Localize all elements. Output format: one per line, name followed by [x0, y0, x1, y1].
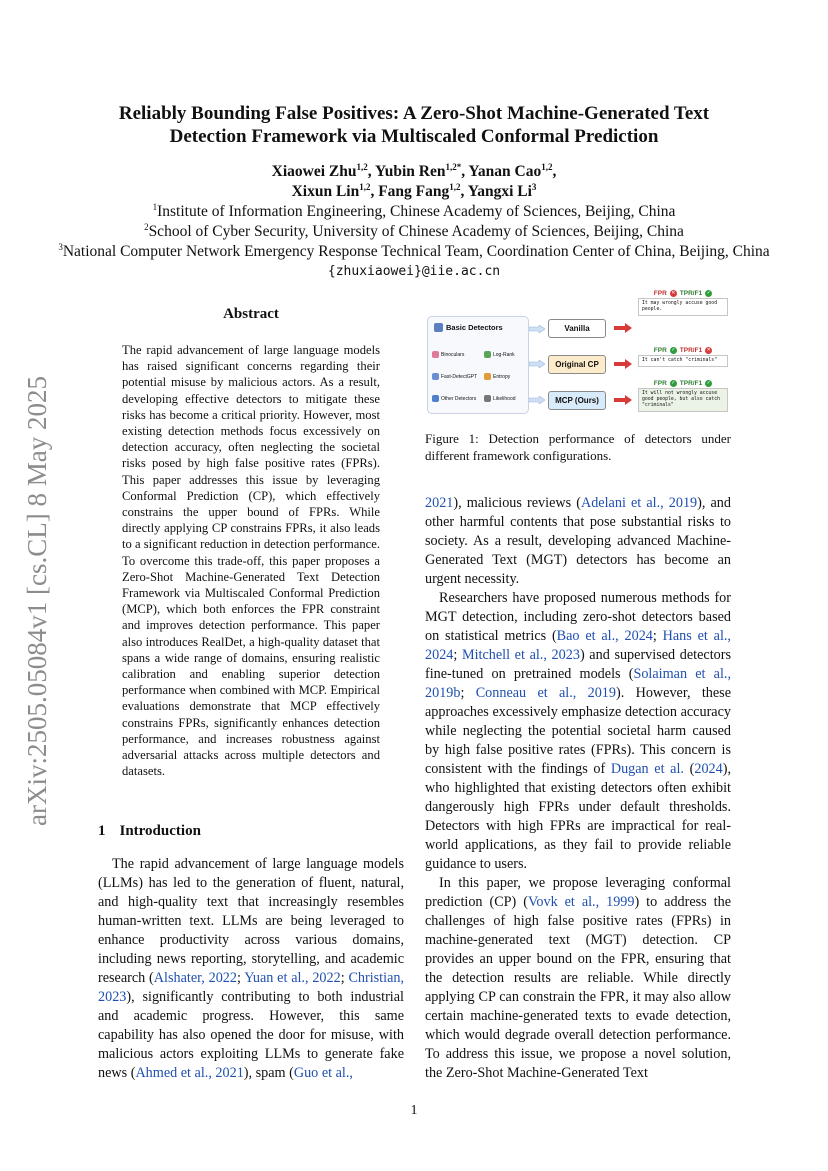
- detector-other: Other Detectors: [432, 395, 476, 402]
- metrics-vanilla: FPR ✕ TPR/F1 ✓: [653, 289, 711, 297]
- citation-link[interactable]: Yuan et al., 2022: [244, 970, 341, 986]
- result-vanilla: [638, 288, 728, 316]
- method-vanilla: Vanilla: [548, 319, 606, 338]
- citation-link[interactable]: Vovk et al., 1999: [527, 894, 635, 910]
- figure-1-caption: Figure 1: Detection performance of detectors under different framework configurations.: [425, 431, 731, 463]
- affiliation-line: $^1$Institute of Information Engineering, Chinese Academy of Sciences, Beijing, China: [152, 201, 676, 220]
- arxiv-side-stamp: arXiv:2505.05084v1 [cs.CL] 8 May 2025: [22, 376, 52, 826]
- other-detectors-icon: [432, 395, 439, 402]
- citation-link[interactable]: Ahmed et al., 2021: [135, 1065, 244, 1081]
- citation-link[interactable]: Alshater, 2022: [153, 970, 237, 986]
- authors-line-2: Xixun Lin$^{1,2}$, Fang Fang$^{1,2}$, Yangxi Li$^3$: [291, 181, 537, 200]
- citation-link[interactable]: 2021: [425, 495, 454, 511]
- basic-detectors-panel: [427, 316, 529, 414]
- citation-link[interactable]: Adelani et al., 2019: [580, 495, 698, 511]
- paper-title: [60, 102, 768, 148]
- arrow-to-original-cp-icon: [529, 360, 545, 368]
- note-mcp: It will not wrongly accuse good people, but also catch "criminals": [638, 388, 728, 412]
- binoculars-icon: [432, 351, 439, 358]
- detector-icon: [434, 323, 443, 332]
- citation-link[interactable]: Solaiman et al., 2019b: [425, 666, 731, 701]
- citation-link[interactable]: Bao et al., 2024: [556, 628, 653, 644]
- citation-link[interactable]: Christian, 2023: [98, 970, 405, 1005]
- section-number: 1: [98, 823, 106, 839]
- note-original-cp: It can't catch "criminals": [638, 355, 728, 367]
- affiliation-mark: 1: [152, 201, 158, 212]
- affiliations: [20, 202, 808, 282]
- detector-likelihood: Likelihood: [484, 395, 516, 402]
- author-list: [60, 162, 768, 202]
- citation-link[interactable]: Dugan et al.: [610, 761, 684, 777]
- abstract-heading: Abstract: [223, 306, 279, 322]
- author-name: Yangxi Li: [467, 183, 532, 200]
- method-original-cp: Original CP: [548, 355, 606, 374]
- citation-link[interactable]: Hans et al., 2024: [425, 628, 731, 663]
- author-name: Xixun Lin: [291, 183, 360, 200]
- log-rank-icon: [484, 351, 491, 358]
- section-heading-introduction: [98, 823, 201, 840]
- figure-1: [425, 288, 731, 416]
- author-affiliation-mark: 3: [531, 181, 537, 192]
- detector-entropy: Entropy: [484, 373, 510, 380]
- citation-link[interactable]: Guo et al.,: [293, 1065, 353, 1081]
- affiliation-mark: 3: [58, 241, 63, 252]
- email-address: {zhuxiaowei}@iie.ac.cn: [327, 264, 501, 279]
- intro-paragraph-2: Researchers have proposed numerous methods for MGT detection, including zero-shot detectors based on statistical metrics (Bao et al., 2024; Hans et al., 2024; Mitchell et al., 2023) and supervised detectors fine-tuned on pretrained models (Solaiman et al., 2019b; Conneau et al., 2019). However, these approaches excessively emphasize detection accuracy while neglecting the potential societal harm caused by high false positive rates (FPRs). This concern is consistent with the findings of Dugan et al. (2024), who highlighted that existing detectors often exhibit dangerously high FPRs under default thresholds. Detectors with high FPRs are impractical for real-world applications, as they fail to provide reliable guidance to users.: [425, 590, 731, 872]
- author-name: Yubin Ren: [374, 163, 446, 180]
- author-affiliation-mark: 1,2: [541, 161, 553, 172]
- author-affiliation-mark: 1,2*: [445, 161, 462, 172]
- authors-line-1: Xiaowei Zhu$^{1,2}$, Yubin Ren$^{1,2*}$, Yanan Cao$^{1,2}$,: [271, 161, 557, 180]
- intro-paragraph-1-continued: 2021), malicious reviews (Adelani et al., 2019), and other harmful contents that pose substantial risks to society. As a result, developing advanced Machine-Generated Text (MGT) detectors has become an urgent necessity.: [425, 495, 731, 587]
- arrow-to-mcp-icon: [529, 396, 545, 404]
- red-arrow-mcp-icon: [614, 395, 632, 405]
- fail-icon: ✕: [671, 289, 676, 296]
- intro-left-column: [98, 855, 404, 1083]
- author-name: Xiaowei Zhu: [271, 163, 357, 180]
- pass-icon: ✓: [671, 379, 676, 386]
- detector-fast-detectgpt: Fast-DetectGPT: [432, 373, 477, 380]
- title-line-2: Detection Framework via Multiscaled Conformal Prediction: [169, 126, 659, 147]
- intro-right-column: [425, 494, 731, 1083]
- result-original-cp: [638, 345, 728, 367]
- author-name: Yanan Cao: [468, 163, 542, 180]
- title-line-1: Reliably Bounding False Positives: A Zero-Shot Machine-Generated Text: [118, 103, 710, 124]
- basic-detectors-heading: Basic Detectors: [434, 323, 503, 332]
- detector-binoculars: Binoculars: [432, 351, 464, 358]
- likelihood-icon: [484, 395, 491, 402]
- pass-icon: ✓: [706, 289, 711, 296]
- note-vanilla: It may wrongly accuse good people.: [638, 298, 728, 316]
- citation-link[interactable]: Mitchell et al., 2023: [461, 647, 580, 663]
- author-affiliation-mark: 1,2: [359, 181, 371, 192]
- result-mcp: [638, 378, 728, 412]
- arrow-to-vanilla-icon: [529, 325, 545, 333]
- metrics-original-cp: FPR ✓ TPR/F1 ✕: [653, 346, 711, 354]
- fast-detectgpt-icon: [432, 373, 439, 380]
- method-mcp: MCP (Ours): [548, 391, 606, 410]
- affiliation-line: $^3$National Computer Network Emergency Response Technical Team, Coordination Center of China, Beijing, China: [58, 241, 770, 260]
- author-affiliation-mark: 1,2: [356, 161, 368, 172]
- section-title: Introduction: [119, 823, 201, 839]
- red-arrow-vanilla-icon: [614, 323, 632, 333]
- metrics-mcp: FPR ✓ TPR/F1 ✓: [653, 379, 711, 387]
- pass-icon: ✓: [671, 346, 676, 353]
- citation-link[interactable]: Conneau et al., 2019: [475, 685, 616, 701]
- detector-log-rank: Log-Rank: [484, 351, 515, 358]
- entropy-icon: [484, 373, 491, 380]
- affiliation-mark: 2: [144, 221, 149, 232]
- page-number: 1: [410, 1103, 418, 1118]
- pass-icon: ✓: [706, 379, 711, 386]
- intro-paragraph-1: The rapid advancement of large language models (LLMs) has led to the generation of fluent, natural, and high-quality text that increasingly resembles human-written text. LLMs are being leveraged to enhance productivity across various domains, including news reporting, storytelling, and academic research (Alshater, 2022; Yuan et al., 2022; Christian, 2023), significantly contributing to both industrial and academic progress. However, this same capability has also opened the door for misuse, with malicious actors exploiting LLMs to generate fake news (Ahmed et al., 2021), spam (Guo et al.,: [98, 856, 405, 1081]
- citation-link[interactable]: 2024: [694, 761, 723, 777]
- intro-paragraph-3: In this paper, we propose leveraging conformal prediction (CP) (Vovk et al., 1999) to address the challenges of high false positive rates (FPRs) in machine-generated text (MGT) detection. CP provides an upper bound on the FPR, ensuring that the detection results are reliable. While directly applying CP can constrain the FPR, it may also allow certain machine-generated texts to evade detection, which would degrade overall detection performance. To address this issue, we propose a novel solution, the Zero-Shot Machine-Generated Text: [425, 875, 731, 1081]
- affiliation-line: $^2$School of Cyber Security, University of Chinese Academy of Sciences, Beijing, China: [144, 221, 684, 240]
- red-arrow-original-cp-icon: [614, 359, 632, 369]
- fail-icon: ✕: [706, 346, 711, 353]
- author-name: Fang Fang: [378, 183, 450, 200]
- author-affiliation-mark: 1,2: [449, 181, 461, 192]
- abstract-text: The rapid advancement of large language models has raised significant concerns regarding their potential misuse by malicious actors. As a result, developing effective detectors to mitigate these risks has become a critical priority. However, most existing detection methods focus excessively on detection accuracy, often neglecting the societal risks posed by high false positive rates (FPRs). This paper addresses this issue by leveraging Conformal Prediction (CP), which effectively constrains the upper bound of FPRs. While directly applying CP constrains FPRs, it also leads to a significant reduction in detection performance. To overcome this trade-off, this paper proposes a Zero-Shot Machine-Generated Text Detection Framework via Multiscaled Conformal Prediction (MCP), which both enforces the FPR constraint and improves detection performance. This paper also introduces RealDet, a high-quality dataset that spans a wide range of domains, ensuring realistic calibration and enabling superior detection performance when combined with MCP. Empirical evaluations demonstrate that MCP effectively constrains FPRs, significantly enhances detection performance, and increases robustness against adversarial attacks across multiple detectors and datasets.: [122, 343, 380, 779]
